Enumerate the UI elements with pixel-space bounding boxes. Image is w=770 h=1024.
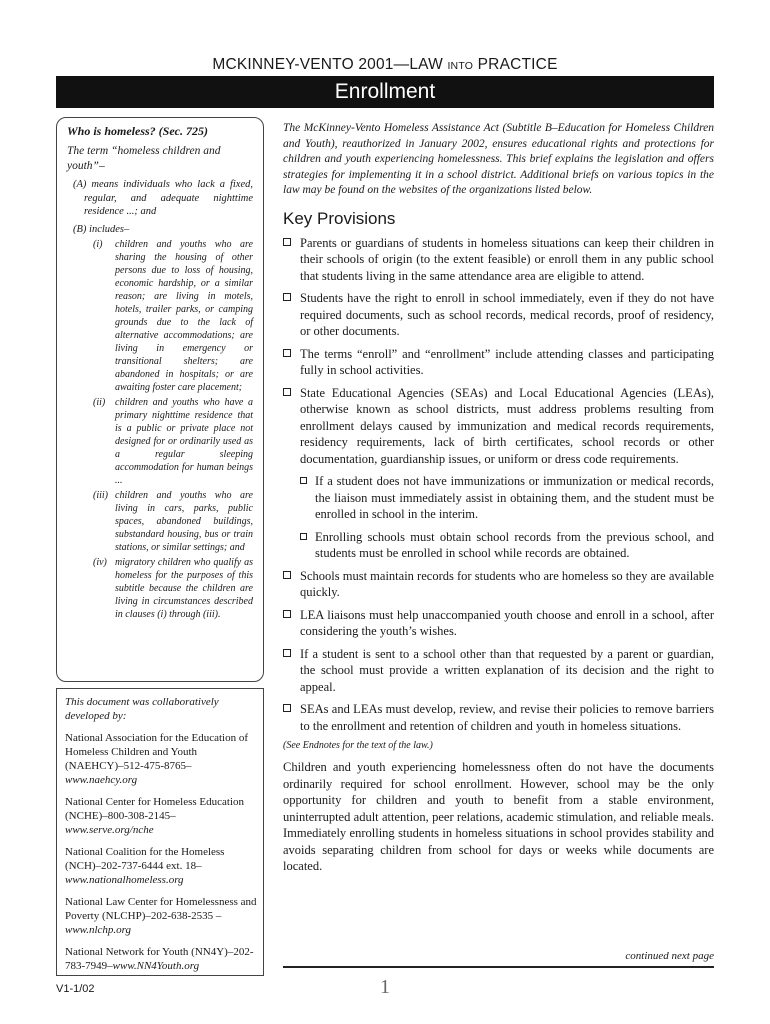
- sidebar-subclause: (iii) children and youths who are living in cars, parks, public spaces, abandoned buildings, substandard housing, bus or train stations, or similar settings; and: [93, 490, 253, 553]
- checkbox-bullet-icon: [283, 649, 291, 657]
- document-code: V1-1/02: [56, 983, 95, 995]
- sidebar-subclause: (i) children and youths who are sharing the housing of other persons due to loss of housing, economic hardship, or a similar reason; are living in motels, hotels, trailer parks, or camping grounds due to the lack of alternative accommodations; are living in emergency or transitional shelters; are abandoned in hospitals; or are awaiting foster care placement;: [93, 239, 253, 393]
- provision-item: Schools must maintain records for students who are homeless so they are available quickly.: [283, 568, 714, 601]
- checkbox-bullet-icon: [283, 238, 291, 246]
- intro-paragraph: The McKinney-Vento Homeless Assistance Act (Subtitle B–Education for Homeless Children and Youth), reauthorized in January 2002, ensures educational rights and protections for children and youth experiencing homelessness. This brief explains the legislation and offers strategies for implementing it in a school district. Additional briefs on various topics in the law may be found on the websites of the organizations listed below.: [283, 122, 714, 196]
- endnote-reference: (See Endnotes for the text of the law.): [283, 740, 433, 751]
- series-title-part2: PRACTICE: [473, 56, 558, 73]
- checkbox-bullet-icon: [283, 293, 291, 301]
- checkbox-bullet-icon: [283, 388, 291, 396]
- checkbox-bullet-icon: [283, 610, 291, 618]
- section-title-bar: Enrollment: [56, 76, 714, 108]
- credits-intro: This document was collaboratively developed by:: [65, 696, 219, 722]
- footer-rule: [283, 966, 714, 968]
- credit-url-link[interactable]: www.nlchp.org: [65, 924, 132, 936]
- credit-url-link[interactable]: www.serve.org/nche: [65, 824, 154, 836]
- closing-paragraph: Children and youth experiencing homelessness often do not have the documents ordinarily required for school enrollment. However, school may be the only opportunity for children and youth to benefit from a stable environment, uninterrupted adult attention, peer relations, academic stimulation, and reliable meals. Immediately enrolling students in homeless situations in school provides stability and avoids separating children from school for days or weeks while documents are located.: [283, 760, 714, 873]
- provision-subitem: Enrolling schools must obtain school records from the previous school, and students must be enrolled in school while records are obtained.: [283, 529, 714, 562]
- series-title-small: INTO: [447, 60, 474, 72]
- credit-org: National Center for Homeless Education (NCHE)–800-308-2145–www.serve.org/nche: [65, 796, 245, 836]
- sidebar-clause-b: (B) includes–: [73, 223, 130, 235]
- provision-subitem: If a student does not have immunizations or immunization or medical records, the liaison must immediately assist in obtaining them, and the student must be enrolled in school in the interim.: [283, 473, 714, 523]
- sidebar-subclause: (iv) migratory children who qualify as homeless for the purposes of this subtitle because the children are living in circumstances described in clauses (i) through (iii).: [93, 557, 253, 620]
- credit-url-link[interactable]: www.NN4Youth.org: [112, 960, 200, 972]
- provision-item: Students have the right to enroll in school immediately, even if they do not have required documents, such as school records, medical records, proof of residency, or other documents.: [283, 290, 714, 340]
- credit-url-link[interactable]: www.nationalhomeless.org: [65, 874, 184, 886]
- continued-next-page: continued next page: [625, 950, 714, 962]
- provision-item: LEA liaisons must help unaccompanied youth choose and enroll in a school, after considering the youth’s wishes.: [283, 607, 714, 640]
- provision-item: The terms “enroll” and “enrollment” include attending classes and participating fully in school activities.: [283, 346, 714, 379]
- series-title-part1: MCKINNEY-VENTO 2001—LAW: [212, 56, 448, 73]
- sidebar-clause-a: (A) means individuals who lack a fixed, regular, and adequate nighttime residence ...; and: [73, 179, 253, 217]
- provision-item: If a student is sent to a school other than that requested by a parent or guardian, the school must provide a written explanation of its decision and the right to appeal.: [283, 646, 714, 696]
- checkbox-bullet-icon: [300, 477, 307, 484]
- provision-item: State Educational Agencies (SEAs) and Local Educational Agencies (LEAs), otherwise known as school districts, must address problems resulting from enrollment delays caused by immunization and medical records requirements, residency requirements, lack of birth certificates, school records or other documentation, guardianship issues, or uniform or dress code requirements.: [283, 385, 714, 468]
- checkbox-bullet-icon: [283, 349, 291, 357]
- credit-org: National Network for Youth (NN4Y)–202-783-7949–www.NN4Youth.org: [65, 946, 254, 972]
- provision-item: SEAs and LEAs must develop, review, and revise their policies to remove barriers to the enrollment and retention of children and youth in homeless situations.: [283, 701, 714, 734]
- checkbox-bullet-icon: [300, 533, 307, 540]
- credits-box: [56, 688, 264, 976]
- page-number: 1: [380, 976, 390, 998]
- key-provisions-heading: Key Provisions: [283, 208, 396, 228]
- credit-org: National Law Center for Homelessness and Poverty (NLCHP)–202-638-2535 –www.nlchp.org: [65, 896, 257, 936]
- sidebar-definition: The term “homeless children and youth”–: [67, 145, 221, 172]
- credit-org: National Association for the Education of Homeless Children and Youth (NAEHCY)–512-475-8765–www.naehcy.org: [65, 732, 248, 786]
- checkbox-bullet-icon: [283, 704, 291, 712]
- provision-item: Parents or guardians of students in homeless situations can keep their children in their schools of origin (to the extent feasible) or enroll them in any public school that students living in the same attendance area are eligible to attend.: [283, 235, 714, 285]
- credit-url-link[interactable]: www.naehcy.org: [65, 774, 138, 786]
- definition-sidebar: [56, 117, 264, 682]
- checkbox-bullet-icon: [283, 571, 291, 579]
- document-series-title: [56, 56, 714, 74]
- sidebar-subclause: (ii) children and youths who have a primary nighttime residence that is a public or private place not designed for or ordinarily used as a regular sleeping accommodation for human beings ...: [93, 397, 253, 486]
- sidebar-heading: Who is homeless? (Sec. 725): [67, 124, 208, 138]
- credit-org: National Coalition for the Homeless (NCH)–202-737-6444 ext. 18–www.nationalhomeless.org: [65, 846, 225, 886]
- main-column: [283, 121, 714, 875]
